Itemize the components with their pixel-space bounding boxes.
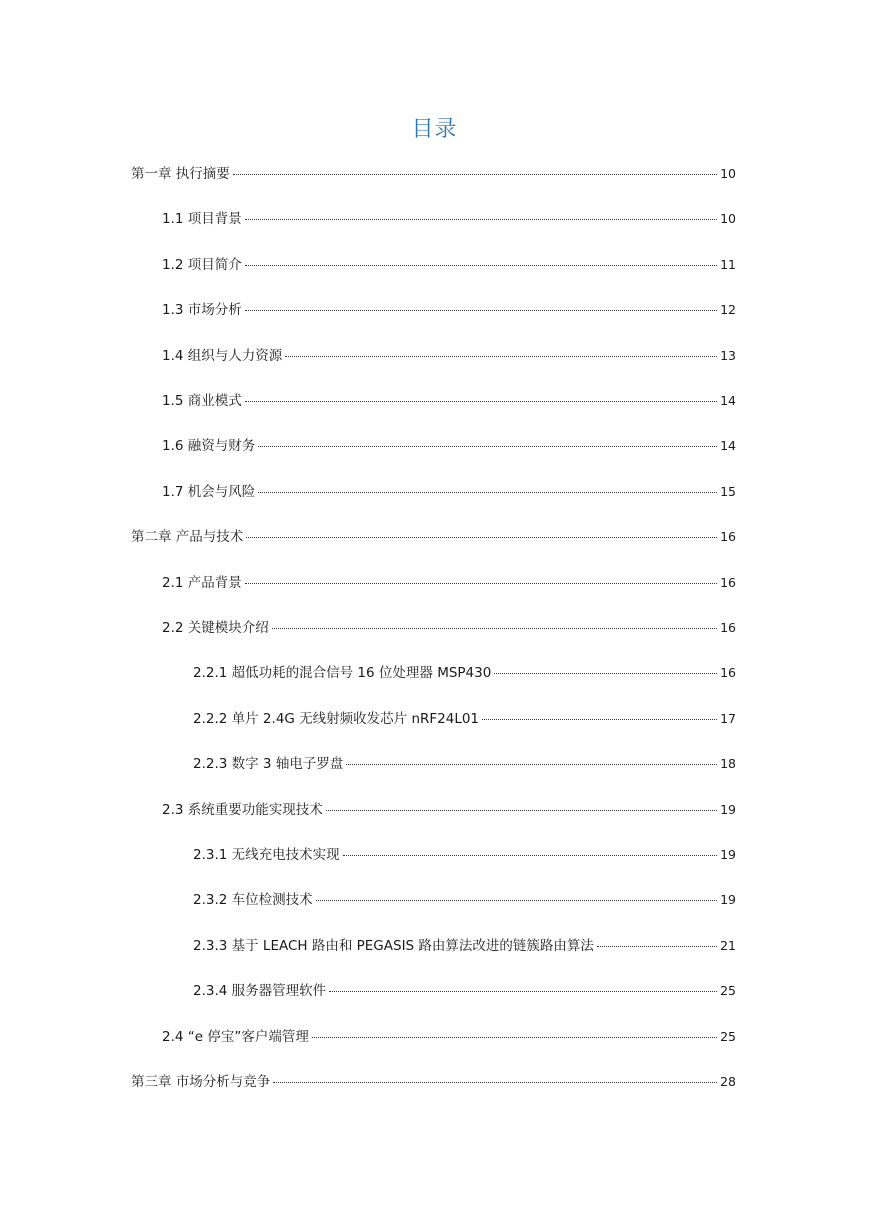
toc-entry-label: 1.7 机会与风险 [162,483,256,500]
toc-entry[interactable] [193,755,736,773]
toc-entry-label: 2.2 关键模块介绍 [162,620,269,636]
toc-dot-leader [482,719,717,720]
toc-dot-leader [246,537,717,538]
toc-entry[interactable] [162,437,736,455]
toc-entry-page-number: 18 [720,756,736,772]
toc-entry-page-number: 13 [720,347,736,363]
toc-entry-page-number: 19 [720,847,736,862]
toc-dot-leader [329,991,717,992]
toc-entry[interactable] [162,392,736,410]
toc-entry-label: 1.5 商业模式 [162,393,242,409]
toc-entry[interactable] [131,528,736,546]
toc-dot-leader [258,492,717,493]
toc-entry[interactable] [193,664,736,682]
toc-entry[interactable] [193,846,736,864]
toc-entry[interactable] [162,301,736,319]
toc-dot-leader [233,174,717,175]
toc-dot-leader [245,265,717,266]
toc-entry[interactable] [162,347,736,365]
toc-entry-label: 2.2.2 单片 2.4G 无线射频收发芯片 nRF24L01 [193,710,480,727]
toc-entry[interactable] [162,483,736,501]
toc-entry-page-number: 15 [720,483,736,499]
toc-entry-label: 2.3.2 车位检测技术 [193,892,313,909]
toc-entry-label: 2.3.3 基于 LEACH 路由和 PEGASIS 路由算法改进的链簇路由算法 [193,937,594,954]
toc-entry-page-number: 19 [720,892,736,908]
toc-entry-label: 第一章 执行摘要 [131,166,230,182]
toc-dot-leader [273,1082,717,1083]
toc-dot-leader [494,673,717,674]
toc-entry-label: 2.2.1 超低功耗的混合信号 16 位处理器 MSP430 [193,665,492,682]
toc-entry-page-number: 21 [720,937,736,953]
toc-entry-label: 2.2.3 数字 3 轴电子罗盘 [193,756,344,773]
toc-entry-page-number: 12 [720,302,736,318]
toc-entry-page-number: 10 [720,211,736,227]
toc-entry[interactable] [193,937,736,955]
toc-entry-label: 2.3 系统重要功能实现技术 [162,801,323,818]
toc-dot-leader [272,628,717,629]
toc-entry-label: 2.4 “e 停宝”客户端管理 [162,1028,309,1045]
toc-entry[interactable] [162,574,736,592]
toc-entry-label: 1.6 融资与财务 [162,438,256,455]
toc-entry[interactable] [162,801,736,819]
toc-entry-page-number: 14 [720,438,736,454]
toc-entry-page-number: 14 [720,393,736,408]
toc-entry[interactable] [131,1073,736,1091]
toc-dot-leader [285,356,717,357]
toc-entry-label: 1.1 项目背景 [162,211,242,228]
toc-dot-leader [245,401,717,402]
toc-entry[interactable] [162,210,736,228]
toc-entry-label: 2.3.1 无线充电技术实现 [193,847,340,863]
toc-title: 目录 [411,117,458,142]
toc-dot-leader [258,446,717,447]
toc-entry-label: 2.3.4 服务器管理软件 [193,983,327,1000]
toc-entry-page-number: 16 [720,529,736,545]
toc-entry-page-number: 16 [720,665,736,681]
toc-entry-label: 1.3 市场分析 [162,302,242,319]
toc-entry-page-number: 16 [720,620,736,635]
toc-dot-leader [245,583,717,584]
toc-dot-leader [343,855,717,856]
toc-entry[interactable] [162,619,736,637]
toc-dot-leader [245,310,717,311]
toc-entry[interactable] [162,256,736,274]
toc-entry-page-number: 25 [720,983,736,999]
toc-entry-page-number: 19 [720,801,736,817]
toc-dot-leader [312,1037,717,1038]
toc-dot-leader [326,810,717,811]
toc-entry[interactable] [131,165,736,183]
toc-entry-page-number: 11 [720,256,736,272]
toc-dot-leader [346,764,717,765]
toc-dot-leader [597,946,717,947]
toc-entry-page-number: 28 [720,1074,736,1089]
toc-entry-page-number: 25 [720,1028,736,1044]
toc-entry-label: 第二章 产品与技术 [131,529,244,546]
toc-entry-label: 第三章 市场分析与竞争 [131,1074,271,1090]
toc-entry-page-number: 17 [720,710,736,726]
toc-entry[interactable] [162,1028,736,1046]
toc-entry-label: 2.1 产品背景 [162,574,242,591]
toc-entry-label: 1.2 项目简介 [162,256,242,273]
toc-entry-label: 1.4 组织与人力资源 [162,347,283,364]
toc-dot-leader [316,900,717,901]
toc-entry[interactable] [193,891,736,909]
toc-entry[interactable] [193,710,736,728]
toc-entry-page-number: 10 [720,166,736,181]
toc-entry-page-number: 16 [720,574,736,590]
toc-dot-leader [245,219,717,220]
toc-entry[interactable] [193,982,736,1000]
